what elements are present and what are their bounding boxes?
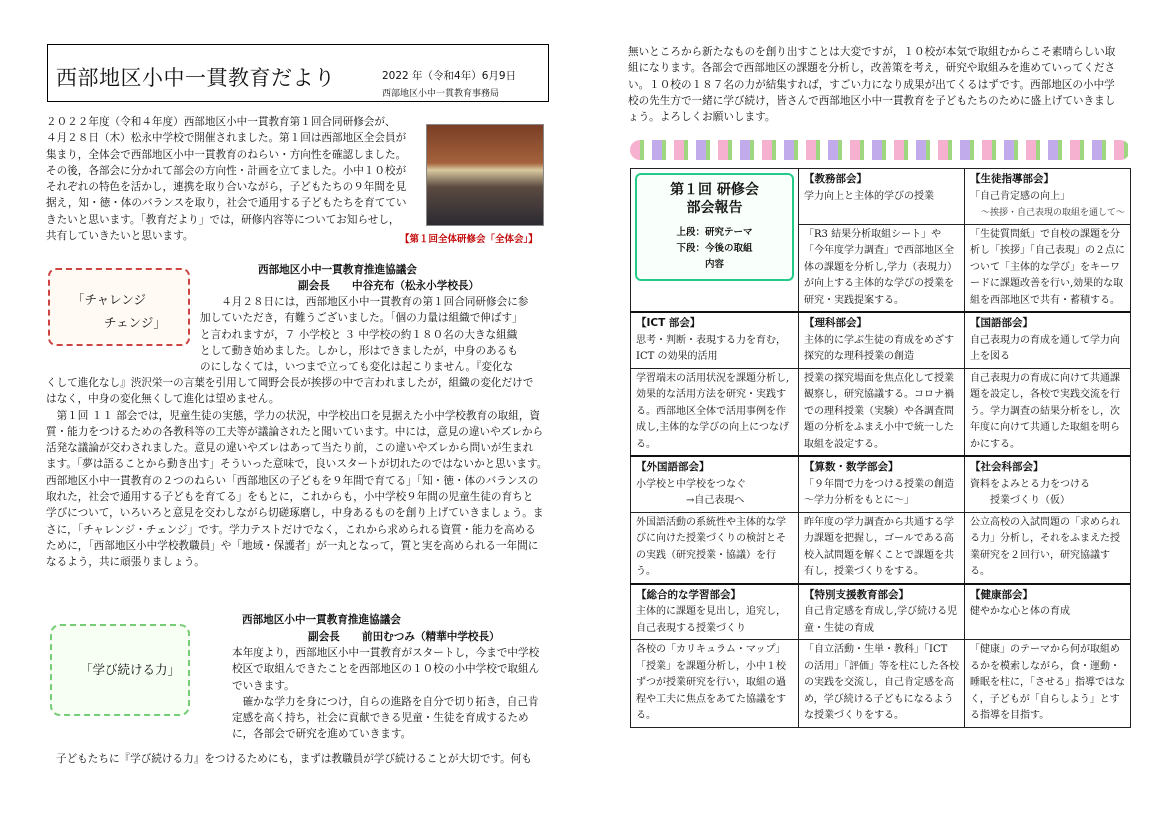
intro-line: それぞれの特色を活かし，連携を取り合いながら，子どもたちの９年間を見 — [46, 181, 407, 194]
text-line: さに，「チャレンジ・チェンジ」です。学力テストだけでなく，これから求められる資質・能力を高める — [46, 523, 536, 536]
vice-chair-title: 副会長 — [298, 280, 330, 292]
text-line: い。１０校の１８７名の力が結集すれば，すごい力になり成果が出てくるはずです。西部地区の小中学 — [628, 78, 1115, 91]
challenge-box-label-2: チェンジ」 — [104, 315, 166, 330]
dept-theme-cell — [799, 584, 965, 640]
text-line: 本年度より，西部地区小中一貫教育がスタートし，今まで中学校 — [232, 647, 540, 659]
dept-theme: 自己表現力の育成を通して学力向上を図る — [970, 334, 1120, 362]
legend-upper: 上段：研究テーマ — [676, 227, 753, 238]
text-line: くして進化なし』渋沢栄一の言葉を引用して岡野会長が挨拶の中で言われましたが，組織の変化だけで — [46, 377, 534, 389]
text-line: 組になります。各部会で西部地区の課題を分析し，改善策を考え，研究や取組みを進めていってくださ — [628, 62, 1116, 75]
dept-theme-cell — [799, 456, 965, 512]
report-title-line2: 部会報告 — [686, 200, 743, 216]
text-line: 確かな学力を身につけ，自らの進路を自分で切り拓き，自己肯 — [232, 695, 539, 708]
dept-theme: 健やかな心と体の育成 — [970, 606, 1070, 617]
dept-plan-cell: 授業の探究場面を焦点化して授業観察し，研究協議する。コロナ禍での理科授業（実験）や各調査問題の分析をふまえ小中で統一した取組を設定する。 — [799, 368, 965, 456]
dept-name: 【理科部会】 — [804, 317, 867, 329]
dept-theme: 「９年間で力をつける授業の創造～学力分析をもとに～」 — [804, 478, 954, 506]
dept-theme-cell — [631, 312, 799, 368]
dept-theme-cell — [631, 456, 799, 512]
flower-border-decoration — [630, 140, 1130, 160]
text-line: 学びについて，いろいろと意見を交わしながら切磋琢磨し，中身あるものを創り上げていきましょう。ま — [46, 507, 544, 520]
dept-theme-cell — [631, 584, 799, 640]
text-line: 校区で取組んできたことを西部地区の１０校の小中学校で取組ん — [232, 663, 540, 676]
dept-name: 【教務部会】 — [804, 173, 867, 185]
dept-plan-cell: 学習端末の活用状況を課題分析し,効果的な活用方法を研究・実践する。西部地区全体で活用事例を作成し,主体的な学びの向上につなげる。 — [631, 368, 799, 456]
dept-theme: 学力向上と主体的学びの授業 — [804, 190, 934, 202]
dept-theme: 主体的に課題を見出し，追究し，自己表現する授業づくり — [636, 606, 786, 634]
dept-theme-cell — [799, 312, 965, 368]
dept-name: 【健康部会】 — [970, 588, 1033, 601]
dept-name: 【外国語部会】 — [636, 461, 710, 473]
text-line: ４月２８日には，西部地区小中一貫教育の第１回合同研修会に参 — [221, 296, 529, 308]
dept-name: 【算数・数学部会】 — [804, 461, 899, 473]
text-line: ために，「西部地区小中学校教職員」や「地域・保護者」が一丸となって，質と実を高められる一年間に — [46, 539, 539, 552]
text-line: として動き始めました。しかし，形はできましたが，中身のあるも — [200, 344, 518, 357]
text-line: と言われますが，７ 小学校と ３ 中学校の約１８０名の大きな組織 — [200, 328, 518, 341]
challenge-text — [200, 294, 552, 375]
dept-plan-cell: 昨年度の学力調査から共通する学力課題を把握し，ゴールである高校入試問題を解くことで課題を共有し，授業づくりをする。 — [799, 512, 965, 584]
dept-theme: 主体的に学ぶ生徒の育成をめざす探究的な理科授業の創造 — [804, 334, 954, 362]
council-name: 西部地区小中一貫教育推進協議会 — [258, 264, 417, 276]
legend-lower: 下段：今後の取組 — [676, 243, 753, 254]
dept-name: 【ICT 部会】 — [636, 317, 701, 329]
dept-theme-sub: ～挨拶・自己表現の取組を通して～ — [980, 208, 1125, 218]
assembly-photo — [426, 124, 544, 226]
dept-theme-cell — [965, 584, 1131, 640]
text-line: のにしなくては，いつまで立っても変化は起こりません。『変化な — [200, 361, 514, 374]
dept-name: 【生徒指導部会】 — [970, 173, 1054, 185]
dept-plan-cell: 「自立活動・生単・教科」「ICT の活用」「評価」等を柱にした各校の実践を交流し，自己肯定感を高め，学び続ける子どもになるような授業づくりをする。 — [799, 640, 965, 728]
vice-chair-name: 中谷充布（松永小学校長） — [352, 280, 480, 292]
text-line: 校の先生方で一緒に学び続け，皆さんで西部地区小中一貫教育を子どもたちのために盛上げていきまし — [628, 94, 1116, 107]
vice-chair-title-2: 副会長 — [308, 631, 340, 643]
text-line: 西部地区小中一貫教育の２つのねらい「西部地区の子どもを９年間で育てる」「知・徳・体のバランスの — [46, 474, 539, 487]
dept-theme-sub: →自己表現へ — [686, 495, 745, 506]
text-line: 子どもたちに『学び続ける力』をつけるためにも，まずは教職員が学び続けることが大切です。何も — [56, 753, 532, 765]
dept-plan-cell: 「生徒質問紙」で自校の課題を分析し「挨拶」「自己表現」の２点について「主体的な学び」をキーワードに課題改善を行い,効果的な取組を西部地区で共有・蓄積する。 — [965, 224, 1131, 312]
intro-line: 集まり，全体会で西部地区小中一貫教育のねらい・方向性を確認しました。 — [46, 148, 407, 161]
report-title-line1: 第１回 研修会 — [670, 182, 759, 198]
intro-line: その後，各部会に分かれて部会の方向性・計画を立てました。小中１０校が — [46, 164, 407, 177]
department-report-table — [630, 168, 1131, 728]
learning-text — [232, 645, 550, 743]
dept-theme: 資料をよみとる力をつける — [970, 478, 1090, 490]
report-title-box — [635, 173, 794, 281]
dept-name: 【社会科部会】 — [970, 461, 1044, 473]
photo-caption: 【第１回全体研修会「全体会」】 — [400, 234, 538, 245]
intro-line: きたいと思います。「教育だより」では，研修内容等についてお知らせし， — [46, 213, 400, 226]
text-line: なるよう，共に頑張りましょう。 — [46, 556, 205, 569]
text-line: 活発な議論が交わされました。意見の違いやズレはあって当たり前，この違いやズレから問いが生まれ — [46, 442, 534, 455]
intro-text — [46, 114, 424, 244]
vice-chair-name-2: 前田むつみ（精華中学校長） — [362, 631, 500, 643]
dept-theme-cell — [965, 456, 1131, 512]
intro-line: 据え，知・徳・体のバランスを取り，社会で通用する子どもたちを育ててい — [46, 197, 407, 210]
issuing-office: 西部地区小中一貫教育事務局 — [382, 89, 500, 99]
dept-plan-cell: 「健康」のテーマから何が取組めるかを模索しながら，食・運動・睡眠を柱に，「させる」指導ではなく，子どもが「自らしよう」とする指導を目指す。 — [965, 640, 1131, 728]
dept-plan-cell: 自己表現力の育成に向けて共通課題を設定し，各校で実践交流を行う。学力調査の結果分析をし，次年度に向けて共通した取組を明らかにする。 — [965, 368, 1131, 456]
issue-date: 2022 年（令和4年）6月9日 — [382, 70, 517, 82]
dept-theme: 自己肯定感を育成し,学び続ける児童・生徒の育成 — [804, 606, 958, 634]
challenge-text-wide — [46, 375, 556, 571]
text-line: 定感を高く持ち，社会に貢献できる児童・生徒を育成するため — [232, 712, 529, 725]
learning-text-wide — [56, 751, 556, 767]
text-line: 加していただき，有難うございました。「個の力量は組織で伸ばす」 — [200, 312, 523, 325]
text-line: 無いところから新たなものを創り出すことは大変ですが，１０校が本気で取組むからこそ素晴らしい取 — [628, 46, 1116, 58]
legend-lower-2: 内容 — [704, 259, 724, 270]
intro-line: ４月２８日（木）松永中学校で開催されました。第１回は西部地区全会員が — [46, 132, 407, 145]
learning-box-label: 「学び続ける力」 — [80, 662, 181, 677]
text-line: ょう。よろしくお願いします。 — [628, 111, 776, 124]
text-line: 第１回 １１ 部会では，児童生徒の実態，学力の状況，中学校出口を見据えた小中学校教育の取組，資 — [46, 409, 541, 422]
intro-line: 共有していきたいと思います。 — [46, 230, 194, 243]
dept-name: 【総合的な学習部会】 — [636, 588, 741, 601]
text-line: ます。「夢は語ることから動き出す」そういった意味で，良いスタートが切れたのではないかと思います。 — [46, 458, 548, 471]
report-title-cell — [631, 169, 799, 313]
challenge-box-label-1: 「チャレンジ — [72, 292, 147, 307]
dept-theme-cell — [965, 169, 1131, 225]
dept-theme: 思考・判断・表現する力を育む，ICT の効果的活用 — [636, 334, 786, 362]
intro-line: ２０２２年度（令和４年度）西部地区小中一貫教育第１回合同研修会が、 — [46, 116, 396, 128]
dept-name: 【国語部会】 — [970, 317, 1033, 329]
dept-theme: 「自己肯定感の向上」 — [970, 190, 1070, 202]
text-line: 質・能力をつけるための各教科等の工夫等が議論されたと聞いています。中には，意見の違いやズレから — [46, 425, 544, 438]
dept-plan-cell: 公立高校の入試問題の「求められる力」分析し，それをふまえた授業研究を２回行い，研究協議する。 — [965, 512, 1131, 584]
dept-theme-cell — [799, 169, 965, 225]
dept-theme-cell — [965, 312, 1131, 368]
council-name-2: 西部地区小中一貫教育推進協議会 — [242, 614, 401, 626]
dept-plan-cell: 「R3 結果分析取組シート」や「今年度学力調査」で西部地区全体の課題を分析し,学力（表現力）が向上する主体的な学びの授業を研究・実践提案する。 — [799, 224, 965, 312]
text-line: はなく，中身の変化無くして進化は望めません。 — [46, 393, 280, 406]
dept-theme: 小学校と中学校をつなぐ — [636, 478, 746, 490]
newsletter-title: 西部地区小中一貫教育だより — [56, 66, 336, 90]
dept-name: 【特別支援教育部会】 — [804, 588, 909, 601]
dept-theme-sub: 授業づくり（仮） — [990, 495, 1070, 506]
text-line: 取れた，社会で通用する子どもを育てる」をもとに，これからも，小中学校９年間の児童生徒の育ちと — [46, 491, 534, 504]
dept-plan-cell: 各校の「カリキュラム・マップ」「授業」を課題分析し，小中１校ずつが授業研究を行い，取組の過程や工夫に焦点をあてた協議をする。 — [631, 640, 799, 728]
text-line: でいきます。 — [232, 679, 295, 692]
text-line: に，各部会で研究を進めていきます。 — [232, 728, 412, 741]
dept-plan-cell: 外国語活動の系統性や主体的な学びに向けた授業づくりの検討とその実践（研究授業・協議）を行う。 — [631, 512, 799, 584]
continuation-text — [628, 44, 1138, 125]
